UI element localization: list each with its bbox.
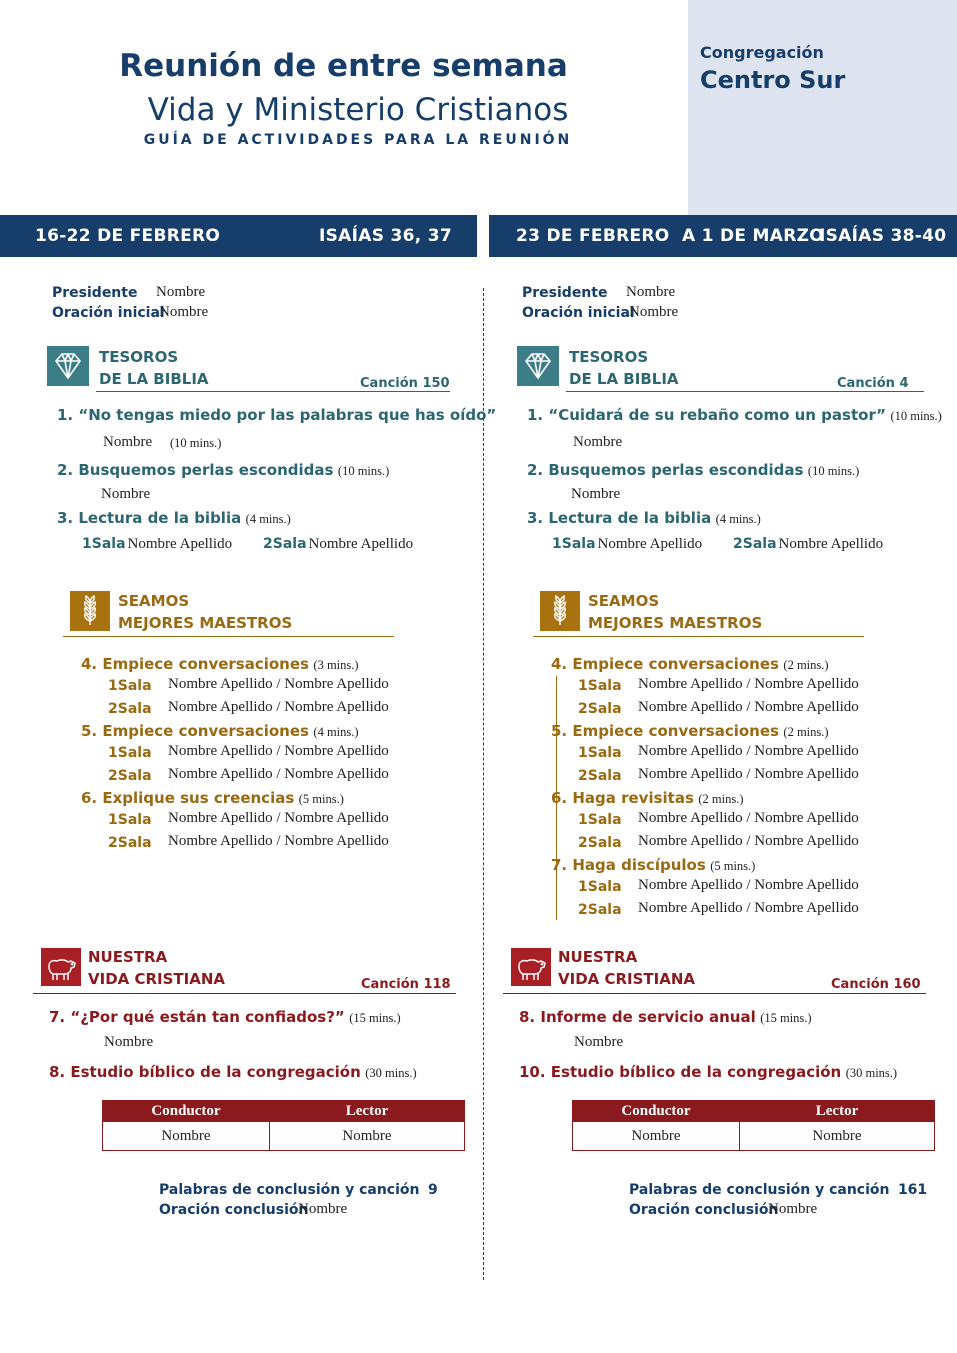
seamos-item-title: 6. Haga revisitas xyxy=(551,789,694,807)
tesoros-point-1 xyxy=(527,406,942,425)
tesoros-point-3-mins: (4 mins.) xyxy=(715,512,761,526)
congregation-label: Congregación xyxy=(700,43,824,62)
vida-point-1-mins: (15 mins.) xyxy=(349,1011,401,1025)
tesoros-point-1-mins: (10 mins.) xyxy=(890,409,942,423)
tesoros-point-3 xyxy=(57,509,291,528)
seamos-title-line1: SEAMOS xyxy=(118,592,190,610)
tesoros-point-2-mins: (10 mins.) xyxy=(807,464,860,478)
room-label: 2Sala xyxy=(263,536,307,552)
week-2-column xyxy=(470,0,940,1353)
room-assignees: Nombre Apellido / Nombre Apellido xyxy=(168,810,389,826)
closing-prayer-label: Oración conclusión xyxy=(629,1202,779,1218)
presidente-label: Presidente xyxy=(522,285,608,301)
vida-point-1-mins: (15 mins.) xyxy=(760,1011,812,1025)
conductor-name: Nombre xyxy=(573,1122,740,1151)
tesoros-point-3-title: 3. Lectura de la biblia xyxy=(57,509,242,527)
page-title: Reunión de entre semana xyxy=(119,48,568,84)
seamos-title-line2: MEJORES MAESTROS xyxy=(118,614,293,632)
wheat-icon xyxy=(540,591,580,631)
seamos-item xyxy=(81,789,344,808)
study-table xyxy=(572,1100,935,1151)
seamos-item-title: 4. Empiece conversaciones xyxy=(81,655,309,673)
seamos-item-title: 6. Explique sus creencias xyxy=(81,789,295,807)
vida-point-2-mins: (30 mins.) xyxy=(845,1066,898,1080)
room-assignees: Nombre Apellido / Nombre Apellido xyxy=(638,810,859,826)
room-assignees: Nombre Apellido / Nombre Apellido xyxy=(168,833,389,849)
closing-label: Palabras de conclusión y canción xyxy=(159,1182,420,1198)
tesoros-title-line1: TESOROS xyxy=(99,348,179,366)
closing-prayer-label: Oración conclusión xyxy=(159,1202,309,1218)
room-label: 2Sala xyxy=(108,701,152,717)
tesoros-point-1-mins: (10 mins.) xyxy=(170,436,222,450)
sheep-icon xyxy=(511,948,551,986)
page-tagline: GUÍA DE ACTIVIDADES PARA LA REUNIÓN xyxy=(143,132,573,148)
lector-header: Lector xyxy=(740,1101,935,1122)
closing-prayer-name: Nombre xyxy=(298,1201,348,1217)
tesoros-point-2-mins: (10 mins.) xyxy=(337,464,390,478)
congregation-name: Centro Sur xyxy=(700,66,846,94)
room-assignees: Nombre Apellido / Nombre Apellido xyxy=(168,699,389,715)
seamos-item-mins: (2 mins.) xyxy=(698,792,744,806)
tesoros-point-3-title: 3. Lectura de la biblia xyxy=(527,509,712,527)
vida-point-1 xyxy=(49,1008,401,1027)
seamos-item xyxy=(551,722,829,741)
tesoros-point-1-name: Nombre xyxy=(573,434,623,450)
room-assignees: Nombre Apellido / Nombre Apellido xyxy=(638,877,859,893)
presidente-name: Nombre xyxy=(156,284,206,300)
seamos-item-mins: (2 mins.) xyxy=(783,658,829,672)
vida-point-2-title: 8. Estudio bíblico de la congregación xyxy=(49,1063,361,1081)
room-assignees: Nombre Apellido / Nombre Apellido xyxy=(168,766,389,782)
tesoros-point-3 xyxy=(527,509,761,528)
closing-line xyxy=(159,1181,438,1199)
page-subtitle: Vida y Ministerio Cristianos xyxy=(147,92,569,128)
presidente-label: Presidente xyxy=(52,285,138,301)
tesoros-point-3-rooms-2 xyxy=(263,535,413,553)
vida-point-2-mins: (30 mins.) xyxy=(365,1066,417,1080)
room-assignees: Nombre Apellido / Nombre Apellido xyxy=(638,900,859,916)
tesoros-point-2-title: 2. Busquemos perlas escondidas xyxy=(57,461,334,479)
closing-prayer-name: Nombre xyxy=(768,1201,818,1217)
room-assignees: Nombre Apellido / Nombre Apellido xyxy=(168,743,389,759)
tesoros-point-3-rooms-2 xyxy=(733,535,883,553)
tesoros-rule xyxy=(566,391,924,392)
vida-point-1 xyxy=(519,1008,812,1027)
vida-title-line1: NUESTRA xyxy=(558,948,638,966)
room-label: 2Sala xyxy=(108,768,152,784)
seamos-title-line2: MEJORES MAESTROS xyxy=(588,614,763,632)
tesoros-title-line2: DE LA BIBLIA xyxy=(99,370,209,388)
closing-line xyxy=(629,1181,927,1199)
vida-rule xyxy=(503,993,926,994)
tesoros-song: Canción 150 xyxy=(360,376,450,391)
tesoros-point-2-name: Nombre xyxy=(101,486,151,502)
vida-point-1-title: 8. Informe de servicio anual xyxy=(519,1008,756,1026)
closing-song: 161 xyxy=(897,1182,928,1198)
week-2-reading: ISAÍAS 38-40 xyxy=(819,226,947,246)
seamos-item xyxy=(81,655,359,674)
seamos-item-mins: (2 mins.) xyxy=(783,725,829,739)
seamos-item xyxy=(81,722,359,741)
vida-point-2 xyxy=(49,1063,417,1082)
oracion-inicial-label: Oración inicial xyxy=(52,305,165,321)
seamos-item xyxy=(551,655,829,674)
wheat-icon xyxy=(70,591,110,631)
room-label: 1Sala xyxy=(578,812,622,828)
seamos-item xyxy=(551,856,755,875)
vida-title-line2: VIDA CRISTIANA xyxy=(558,970,695,988)
seamos-item-title: 5. Empiece conversaciones xyxy=(551,722,779,740)
oracion-inicial-label: Oración inicial xyxy=(522,305,635,321)
room-assignees: Nombre Apellido / Nombre Apellido xyxy=(168,676,389,692)
room-assignees: Nombre Apellido / Nombre Apellido xyxy=(638,766,859,782)
vida-point-2 xyxy=(519,1063,897,1082)
room-label: 2Sala xyxy=(578,902,622,918)
room-label: 2Sala xyxy=(733,536,777,552)
seamos-title-line1: SEAMOS xyxy=(588,592,660,610)
vida-title-line1: NUESTRA xyxy=(88,948,168,966)
oracion-inicial-name: Nombre xyxy=(159,304,209,320)
seamos-item-title: 5. Empiece conversaciones xyxy=(81,722,309,740)
room-assignees: Nombre Apellido / Nombre Apellido xyxy=(638,699,859,715)
room-assignees: Nombre Apellido / Nombre Apellido xyxy=(638,833,859,849)
room-label: 2Sala xyxy=(578,701,622,717)
vida-song: Canción 160 xyxy=(831,977,921,992)
seamos-item-mins: (4 mins.) xyxy=(313,725,359,739)
conductor-header: Conductor xyxy=(573,1101,740,1122)
lector-name: Nombre xyxy=(740,1122,935,1151)
room-label: 2Sala xyxy=(578,768,622,784)
room-assignee: Nombre Apellido xyxy=(308,536,414,552)
tesoros-title-line2: DE LA BIBLIA xyxy=(569,370,679,388)
room-assignees: Nombre Apellido / Nombre Apellido xyxy=(638,676,859,692)
seamos-item xyxy=(551,789,744,808)
room-assignee: Nombre Apellido xyxy=(597,536,703,552)
tesoros-title-line1: TESOROS xyxy=(569,348,649,366)
week-1-dates: 16-22 DE FEBRERO xyxy=(35,226,221,246)
room-label: 1Sala xyxy=(578,745,622,761)
vida-point-2-title: 10. Estudio bíblico de la congregación xyxy=(519,1063,842,1081)
seamos-item-mins: (5 mins.) xyxy=(710,859,756,873)
study-table xyxy=(102,1100,465,1151)
week-2-dates: 23 DE FEBRERO A 1 DE MARZO xyxy=(516,226,824,246)
week-1-reading: ISAÍAS 36, 37 xyxy=(319,226,452,246)
tesoros-point-1-name: Nombre xyxy=(103,434,153,450)
room-label: 1Sala xyxy=(578,678,622,694)
room-label: 1Sala xyxy=(578,879,622,895)
tesoros-point-1-title: 1. “Cuidará de su rebaño como un pastor” xyxy=(527,406,886,424)
lector-name: Nombre xyxy=(270,1122,465,1151)
seamos-item-title: 7. Haga discípulos xyxy=(551,856,706,874)
seamos-rule xyxy=(63,636,394,637)
vida-point-1-name: Nombre xyxy=(574,1034,624,1050)
diamond-icon xyxy=(517,346,559,386)
vida-title-line2: VIDA CRISTIANA xyxy=(88,970,225,988)
tesoros-song: Canción 4 xyxy=(837,376,909,391)
tesoros-point-2 xyxy=(527,461,859,480)
room-label: 1Sala xyxy=(108,678,152,694)
room-assignee: Nombre Apellido xyxy=(127,536,233,552)
tesoros-rule xyxy=(96,391,450,392)
room-assignee: Nombre Apellido xyxy=(778,536,884,552)
seamos-rule xyxy=(533,636,864,637)
tesoros-point-3-rooms xyxy=(82,535,232,553)
tesoros-point-2-name: Nombre xyxy=(571,486,621,502)
seamos-item-title: 4. Empiece conversaciones xyxy=(551,655,779,673)
sheep-icon xyxy=(41,948,81,986)
vida-point-1-name: Nombre xyxy=(104,1034,154,1050)
room-label: 1Sala xyxy=(108,812,152,828)
diamond-icon xyxy=(47,346,89,386)
vida-rule xyxy=(33,993,456,994)
seamos-item-mins: (5 mins.) xyxy=(298,792,344,806)
tesoros-point-1-title: 1. “No tengas miedo por las palabras que has oído” xyxy=(57,406,497,424)
room-label: 1Sala xyxy=(108,745,152,761)
tesoros-point-2 xyxy=(57,461,389,480)
presidente-name: Nombre xyxy=(626,284,676,300)
closing-label: Palabras de conclusión y canción xyxy=(629,1182,890,1198)
conductor-header: Conductor xyxy=(103,1101,270,1122)
seamos-item-mins: (3 mins.) xyxy=(313,658,359,672)
room-label: 1Sala xyxy=(82,536,126,552)
room-assignees: Nombre Apellido / Nombre Apellido xyxy=(638,743,859,759)
vida-song: Canción 118 xyxy=(361,977,451,992)
room-label: 1Sala xyxy=(552,536,596,552)
closing-song: 9 xyxy=(427,1182,438,1198)
oracion-inicial-name: Nombre xyxy=(629,304,679,320)
conductor-name: Nombre xyxy=(103,1122,270,1151)
tesoros-point-2-title: 2. Busquemos perlas escondidas xyxy=(527,461,804,479)
room-label: 2Sala xyxy=(108,835,152,851)
lector-header: Lector xyxy=(270,1101,465,1122)
tesoros-point-3-mins: (4 mins.) xyxy=(245,512,291,526)
tesoros-point-3-rooms xyxy=(552,535,702,553)
room-label: 2Sala xyxy=(578,835,622,851)
vida-point-1-title: 7. “¿Por qué están tan confiados?” xyxy=(49,1008,345,1026)
